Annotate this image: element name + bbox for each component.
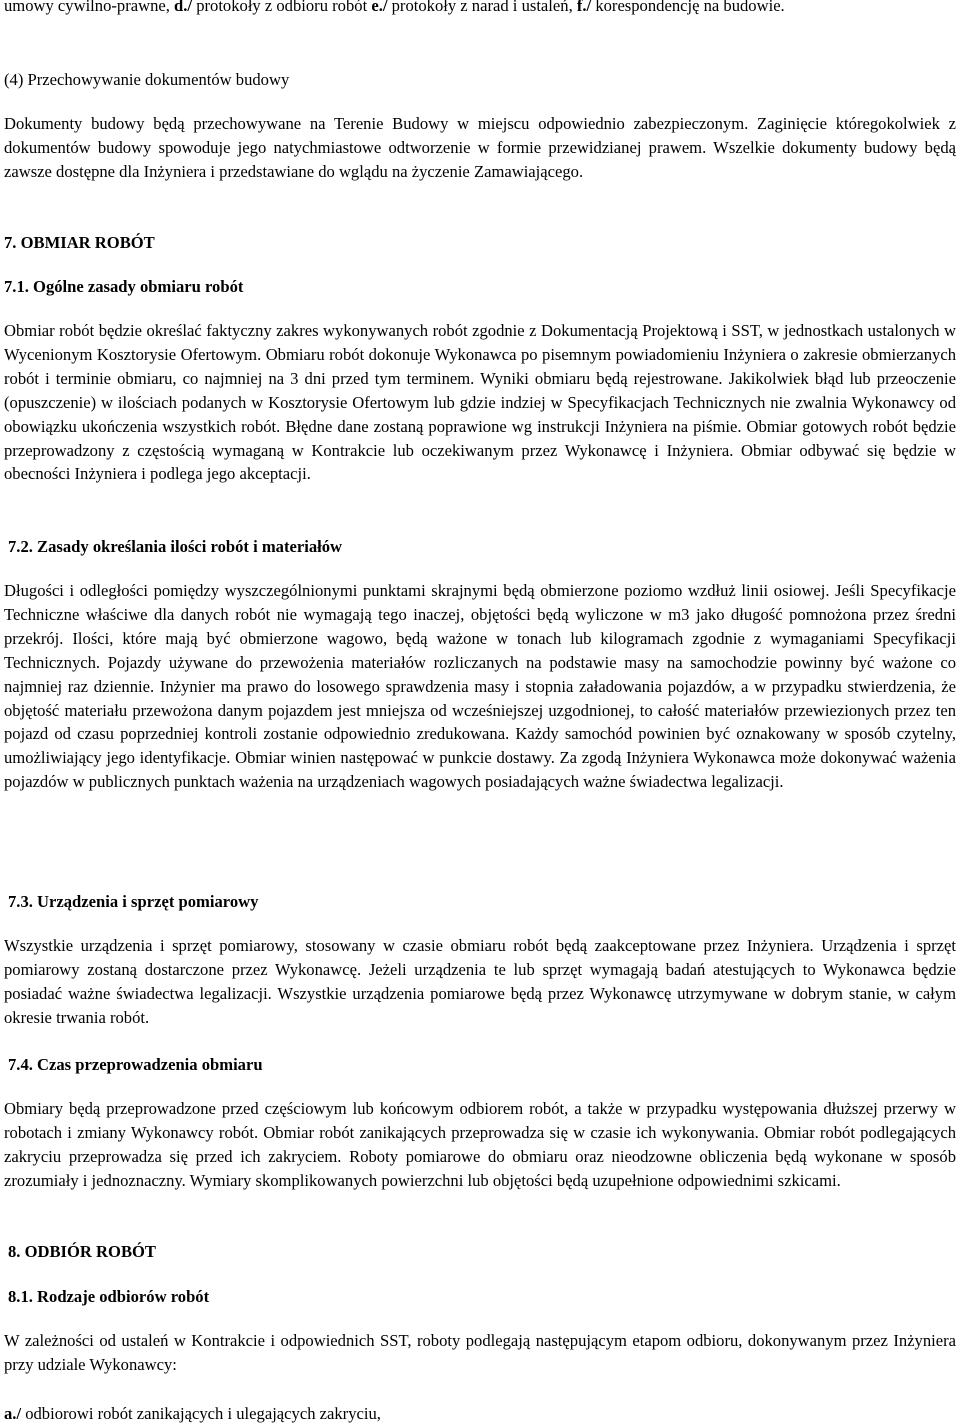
section-7-heading: 7. OBMIAR ROBÓT xyxy=(4,233,155,252)
list-marker-a: a./ xyxy=(4,1404,22,1423)
section-7-1-paragraph: Obmiar robót będzie określać faktyczny zakres wykonywanych robót zgodnie z Dokumentacją Projektową i SST, w jednostkach ustalonych w Wycenionym Kosztorysie Ofertowym. Obmiaru robót dokonuje Wykonawca po pisemnym powiadomieniu Inżyniera o zakresie obmierzanych robót i terminie obmiaru, co najmniej na 3 dni przed tym terminem. Wyniki obmiaru będą rejestrowane. Jakikolwiek błąd lub przeoczenie (opuszczenie) w ilościach podanych w Kosztorysie Ofertowym lub gdzie indziej w Specyfikacjach Technicznych nie zwalnia Wykonawcy od obowiązku ukończenia wszystkich robót. Błędne dane zostaną poprawione wg instrukcji Inżyniera na piśmie. Obmiar gotowych robót będzie przeprowadzony z częstością wymaganą w Kontrakcie lub oczekiwanym przez Wykonawcę i Inżyniera. Obmiar odbywać się będzie w obecności Inżyniera i podlega jego akceptacji. xyxy=(4,321,956,484)
section-7-2-paragraph: Długości i odległości pomiędzy wyszczególnionymi punktami skrajnymi będą obmierzone poziomo wzdłuż linii osiowej. Jeśli Specyfikacje Techniczne właściwe dla danych robót nie wymagają tego inaczej, objętości będą wyliczone w m3 jako długość pomnożona przez średni przekrój. Ilości, które mają być obmierzone wagowo, będą ważone w tonach lub kilogramach zgodnie z wymaganiami Specyfikacji Technicznych. Pojazdy używane do przewożenia materiałów rozliczanych na podstawie masy na samochodzie powinny być ważone co najmniej raz dziennie. Inżynier ma prawo do losowego sprawdzenia masy i stopnia załadowania pojazdów, a w przypadku stwierdzenia, że objętość materiału przewożona danym pojazdem jest mniejsza od wcześniejszej uzgodnionej, to całość materiałów przewiezionych przez ten pojazd od czasu poprzedniej kontroli zostanie odpowiednio zredukowana. Każdy samochód powinien być oznakowany w sposób czytelny, umożliwiający jego identyfikacje. Obmiar winien następować w punkcie dostawy. Za zgodą Inżyniera Wykonawca może dokonywać ważenia pojazdów w publicznych punktach ważenia na urządzeniach wagowych posiadających ważne świadectwa legalizacji. xyxy=(4,581,956,792)
section-7-3-paragraph: Wszystkie urządzenia i sprzęt pomiarowy, stosowany w czasie obmiaru robót będą zaakceptowane przez Inżyniera. Urządzenia i sprzęt pomiarowy zostaną dostarczone przez Wykonawcę. Jeżeli urządzenia te lub sprzęt wymagają badań atestujących to Wykonawca będzie posiadać ważne świadectwa legalizacji. Wszystkie urządzenia pomiarowe będą przez Wykonawcę utrzymywane w dobrym stanie, w całym okresie trwania robót. xyxy=(4,936,956,1027)
section-8-1-paragraph: W zależności od ustaleń w Kontrakcie i odpowiednich SST, roboty podlegają następującym etapom odbioru, dokonywanym przez Inżyniera przy udziale Wykonawcy: xyxy=(4,1331,956,1374)
section-4-paragraph: Dokumenty budowy będą przechowywane na Terenie Budowy w miejscu odpowiednio zabezpieczonym. Zaginięcie któregokolwiek z dokumentów budowy spowoduje jego natychmiastowe odtworzenie w formie przewidzianej prawem. Wszelkie dokumenty budowy będą zawsze dostępne dla Inżyniera i przedstawiane do wglądu na życzenie Zamawiającego. xyxy=(4,114,956,181)
list-marker-f: f./ xyxy=(576,0,592,15)
section-8-1-heading: 8.1. Rodzaje odbiorów robót xyxy=(8,1287,210,1306)
list-item-a: a./ odbiorowi robót zanikających i ulegających zakryciu, xyxy=(4,1404,381,1423)
section-4-heading: (4) Przechowywanie dokumentów budowy xyxy=(4,70,290,89)
section-7-4-paragraph: Obmiary będą przeprowadzone przed częściowym lub końcowym odbiorem robót, a także w przypadku występowania dłuższej przerwy w robotach i zmiany Wykonawcy robót. Obmiar robót zanikających przeprowadza się w czasie ich wykonywania. Obmiar robót podlegających zakryciu przeprowadza się przed ich zakryciem. Roboty pomiarowe do obmiaru oraz nieodzowne obliczenia będą wykonane w sposób zrozumiały i jednoznaczny. Wymiary skomplikowanych powierzchni lub objętości będą uzupełnione odpowiednimi szkicami. xyxy=(4,1099,956,1190)
section-7-3-heading: 7.3. Urządzenia i sprzęt pomiarowy xyxy=(8,892,259,911)
section-7-2-heading: 7.2. Zasady określania ilości robót i materiałów xyxy=(8,537,343,556)
intro-paragraph: umowy cywilno-prawne, d./ protokoły z odbioru robót e./ protokoły z narad i ustaleń, f./ korespondencję na budowie. xyxy=(4,0,956,18)
section-7-1-heading: 7.1. Ogólne zasady obmiaru robót xyxy=(4,277,244,296)
section-8-heading: 8. ODBIÓR ROBÓT xyxy=(8,1242,156,1261)
section-7-4-heading: 7.4. Czas przeprowadzenia obmiaru xyxy=(8,1055,263,1074)
list-marker-d: d./ xyxy=(174,0,193,15)
list-marker-e: e./ xyxy=(371,0,388,15)
